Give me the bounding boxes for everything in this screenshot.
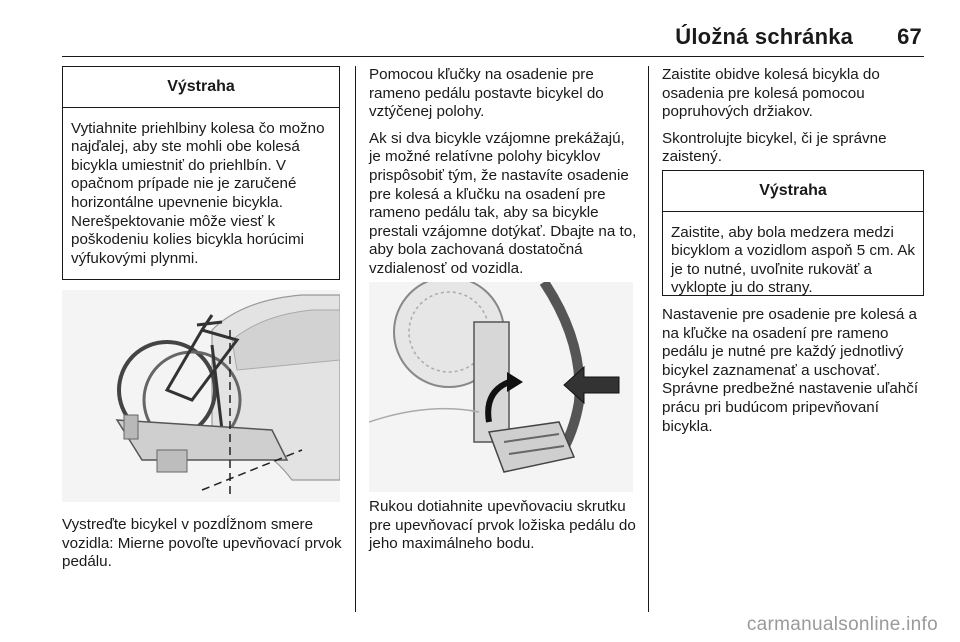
paragraph: Pomocou kľučky na osadenie pre rameno pedálu postavte bicykel do vztýčenej polohy. [369,66,604,121]
watermark: carmanualsonline.info [746,614,938,635]
warning-box-2 [662,170,924,296]
warning-box-1 [62,66,340,280]
column-3-text-top [662,66,926,175]
column-2-text [369,66,637,287]
warning-text: Zaistite, aby bola medzera medzi bicyklom a vozidlom aspoň 5 cm. Ak je to nutné, uvoľnite rukoväť a vyklopte ju do strany. [671,223,915,297]
column-divider-left [355,66,356,612]
caption-2: Rukou dotiahnite upevňovaciu skrutku pre upevňovací prvok ložiska pedálu do jeho maximálneho bodu. [369,498,636,553]
warning-title: Výstraha [663,171,923,212]
paragraph: Skontrolujte bicykel, či je správne zaistený. [662,129,887,166]
page-header [675,24,922,50]
pedal-clamp-illustration [369,282,633,492]
warning-title: Výstraha [63,67,339,108]
bike-carrier-illustration [62,290,340,502]
section-title: Úložná schránka [675,24,854,49]
page-number: 67 [897,24,922,49]
paragraph: Ak si dva bicykle vzájomne prekážajú, je možné relatívne polohy bicyklov prispôsobiť tým, že nastavíte osadenie pre kolesá a kľučku na osadení pre rameno pedálu tak, aby sa bicykle prestali vzájomne dotýkať. Dbajte na to, aby bola zachovaná dostatočná vzdialenosť od vozidla. [369,129,637,277]
caption-1: Vystreďte bicykel v pozdĺžnom smere vozidla: Mierne povoľte upevňovací prvok pedálu. [62,516,342,571]
paragraph: Zaistite obidve kolesá bicykla do osadenia pre kolesá pomocou popruhových držiakov. [662,66,880,121]
header-rule [62,56,924,57]
column-3-text-bottom: Nastavenie pre osadenie pre kolesá a na kľučke na osadení pre rameno pedálu je nutné pre každý jednotlivý bicykel zaznamenať a uschovať. Správne predbežné nastavenie uľahčí prácu pri budúcom pripevňovaní bicykla. [662,306,919,435]
warning-text: Vytiahnite priehlbiny kolesa čo možno najďalej, aby ste mohli obe kolesá bicykla umiestniť do priehlbín. V opačnom prípade nie je zaručené horizontálne upevnenie bicykla. Nerešpektovanie môže viesť k poškodeniu kolies bicykla horúcimi výfukovými plynmi. [71,119,325,267]
column-divider-right [648,66,649,612]
